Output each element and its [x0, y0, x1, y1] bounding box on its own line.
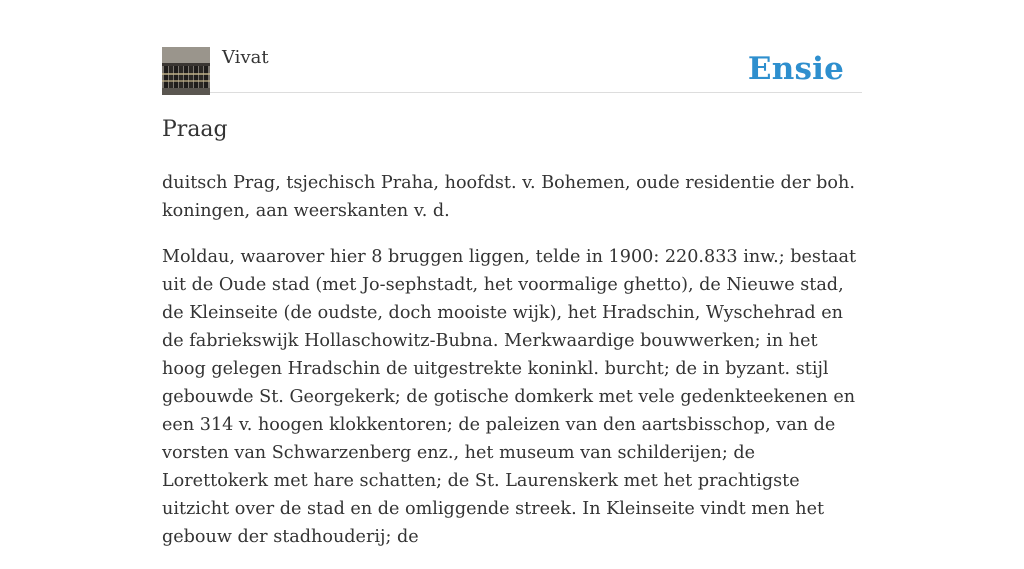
site-header [162, 0, 862, 93]
article-body [162, 169, 862, 569]
paragraph: Moldau, waarover hier 8 bruggen liggen, telde in 1900: 220.833 inw.; bestaat uit de Oude stad (met Jo-sephstadt, het voormalige ghetto), de Nieuwe stad, de Kleinseite (de oudste, doch mooiste wijk), het Hradschin, Wyschehrad en de fabriekswijk Hollaschowitz-Bubna. Merkwaardige bouwwerken; in het hoog gelegen Hradschin de uitgestrekte koninkl. burcht; de in byzant. stijl gebouwde St. Georgekerk; de gotische domkerk met vele gedenkteekenen en een 314 v. hoogen klokkentoren; de paleizen van den aartsbisschop, van de vorsten van Schwarzenberg enz., het museum van schilderijen; de Lorettokerk met hare schatten; de St. Laurenskerk met het prachtigste uitzicht over de stad en de omliggende streek. In Kleinseite vindt men het gebouw der stadhouderij; de [162, 247, 857, 547]
author-avatar[interactable] [162, 47, 210, 95]
author-name[interactable]: Vivat [222, 47, 269, 68]
paragraph: duitsch Prag, tsjechisch Praha, hoofdst. v. Bohemen, oude residentie der boh. koningen, aan weerskanten v. d. [162, 173, 855, 221]
brand-logo[interactable]: Ensie [747, 51, 844, 87]
page-title: Praag [162, 117, 228, 142]
article-page [162, 0, 862, 547]
book-spines-icon [162, 47, 210, 95]
